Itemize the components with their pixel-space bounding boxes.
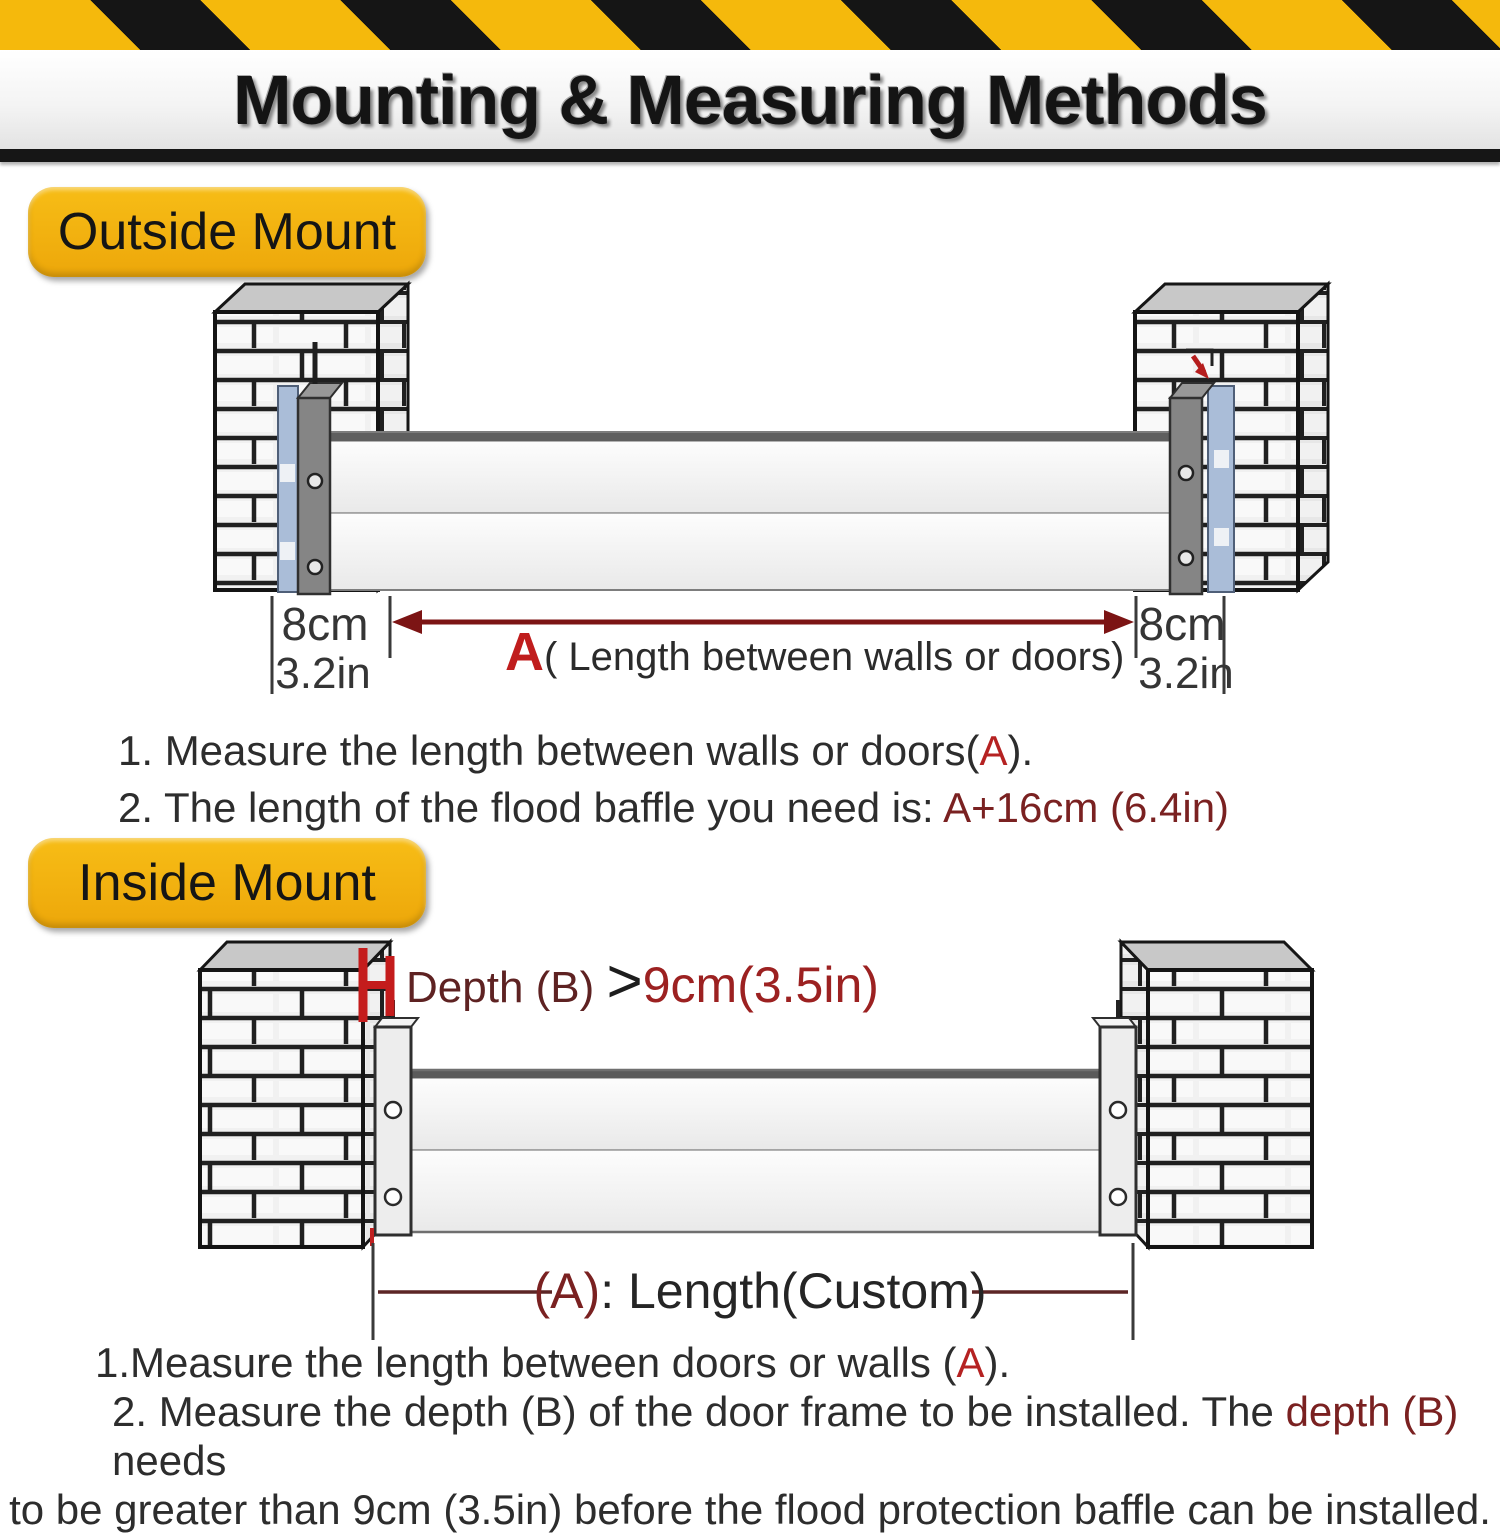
barrier-panel-bottom [410, 1150, 1102, 1232]
outside-dimensions [272, 596, 1234, 698]
depth-annotation: Depth (B) >9cm(3.5in) [406, 947, 879, 1016]
outside-mount-diagram [0, 270, 1500, 700]
seal-strip [278, 386, 298, 592]
span-length-label: A( Length between walls or doors) [505, 622, 1125, 682]
var-a: A [956, 1339, 985, 1386]
inside-mount-badge-label: Inside Mount [78, 854, 376, 912]
pillar-front-face [200, 970, 363, 1247]
outside-step-1: 1. Measure the length between walls or doors(A). [118, 727, 1034, 774]
barrier-panel-top [330, 441, 1180, 513]
var-a: A [979, 727, 1008, 774]
inside-mount-badge [28, 838, 426, 928]
screw-hole [308, 560, 322, 574]
screw-hole [1110, 1189, 1126, 1205]
outside-mount-badge [28, 187, 426, 277]
inside-right-pillar [1121, 942, 1312, 1247]
pillar-front-face [1148, 970, 1312, 1247]
seal-strip [1208, 386, 1234, 592]
pillar-top-face [215, 284, 408, 312]
seal-mark [1214, 528, 1229, 546]
screw-hole [1110, 1102, 1126, 1118]
pillar-top-face [1135, 284, 1328, 312]
pillar-side-face [1298, 284, 1328, 590]
formula: A+16cm (6.4in) [943, 784, 1230, 831]
inside-bracket-left [372, 1000, 418, 1246]
barrier-panel-bottom [330, 513, 1180, 590]
flood-barrier [330, 432, 1180, 590]
gap-right-in-label: 3.2in [1138, 649, 1234, 698]
gap-left-cm-label: 8cm [281, 598, 369, 650]
gap-left-in-label: 3.2in [275, 649, 371, 698]
inside-bracket-right [1093, 1000, 1136, 1235]
outside-step-2: 2. The length of the flood baffle you need is: A+16cm (6.4in) [118, 784, 1230, 831]
caution-tape-stripe [0, 0, 1500, 50]
seal-mark [280, 542, 295, 560]
outside-bracket-right [1170, 350, 1234, 594]
barrier-panel-top [410, 1078, 1102, 1150]
inside-step-2: 2. Measure the depth (B) of the door frame to be installed. The depth (B) needs [112, 1388, 1459, 1484]
title-band [0, 50, 1500, 149]
inside-mount-diagram [0, 925, 1500, 1365]
screw-hole [385, 1189, 401, 1205]
dim-arrow-head-right [1104, 610, 1134, 634]
dim-arrow-head-left [392, 610, 422, 634]
screw-hole [308, 474, 322, 488]
header-divider-bar [0, 149, 1500, 162]
inside-step-2-line2: to be greater than 9cm (3.5in) before the flood protection baffle can be installed. [9, 1486, 1491, 1533]
inside-step-1: 1.Measure the length between doors or walls (A). [95, 1339, 1011, 1386]
screw-hole [385, 1102, 401, 1118]
seal-mark [1214, 450, 1229, 468]
screw-hole [1179, 466, 1193, 480]
depth-b-highlight: depth (B) [1285, 1388, 1459, 1435]
inside-dimensions [373, 1243, 1133, 1340]
screw-hole [1179, 551, 1193, 565]
barrier-top-edge [330, 432, 1180, 441]
seal-mark [280, 464, 295, 482]
outside-mount-badge-label: Outside Mount [57, 203, 397, 261]
pillar-top-face [1121, 942, 1312, 970]
page-title: Mounting & Measuring Methods [233, 60, 1267, 139]
inside-steps [0, 1338, 1500, 1534]
length-label: (A): Length(Custom) [533, 1263, 987, 1319]
inside-flood-barrier [410, 1070, 1102, 1232]
outside-steps [118, 722, 1229, 836]
gap-right-cm-label: 8cm [1138, 598, 1226, 650]
